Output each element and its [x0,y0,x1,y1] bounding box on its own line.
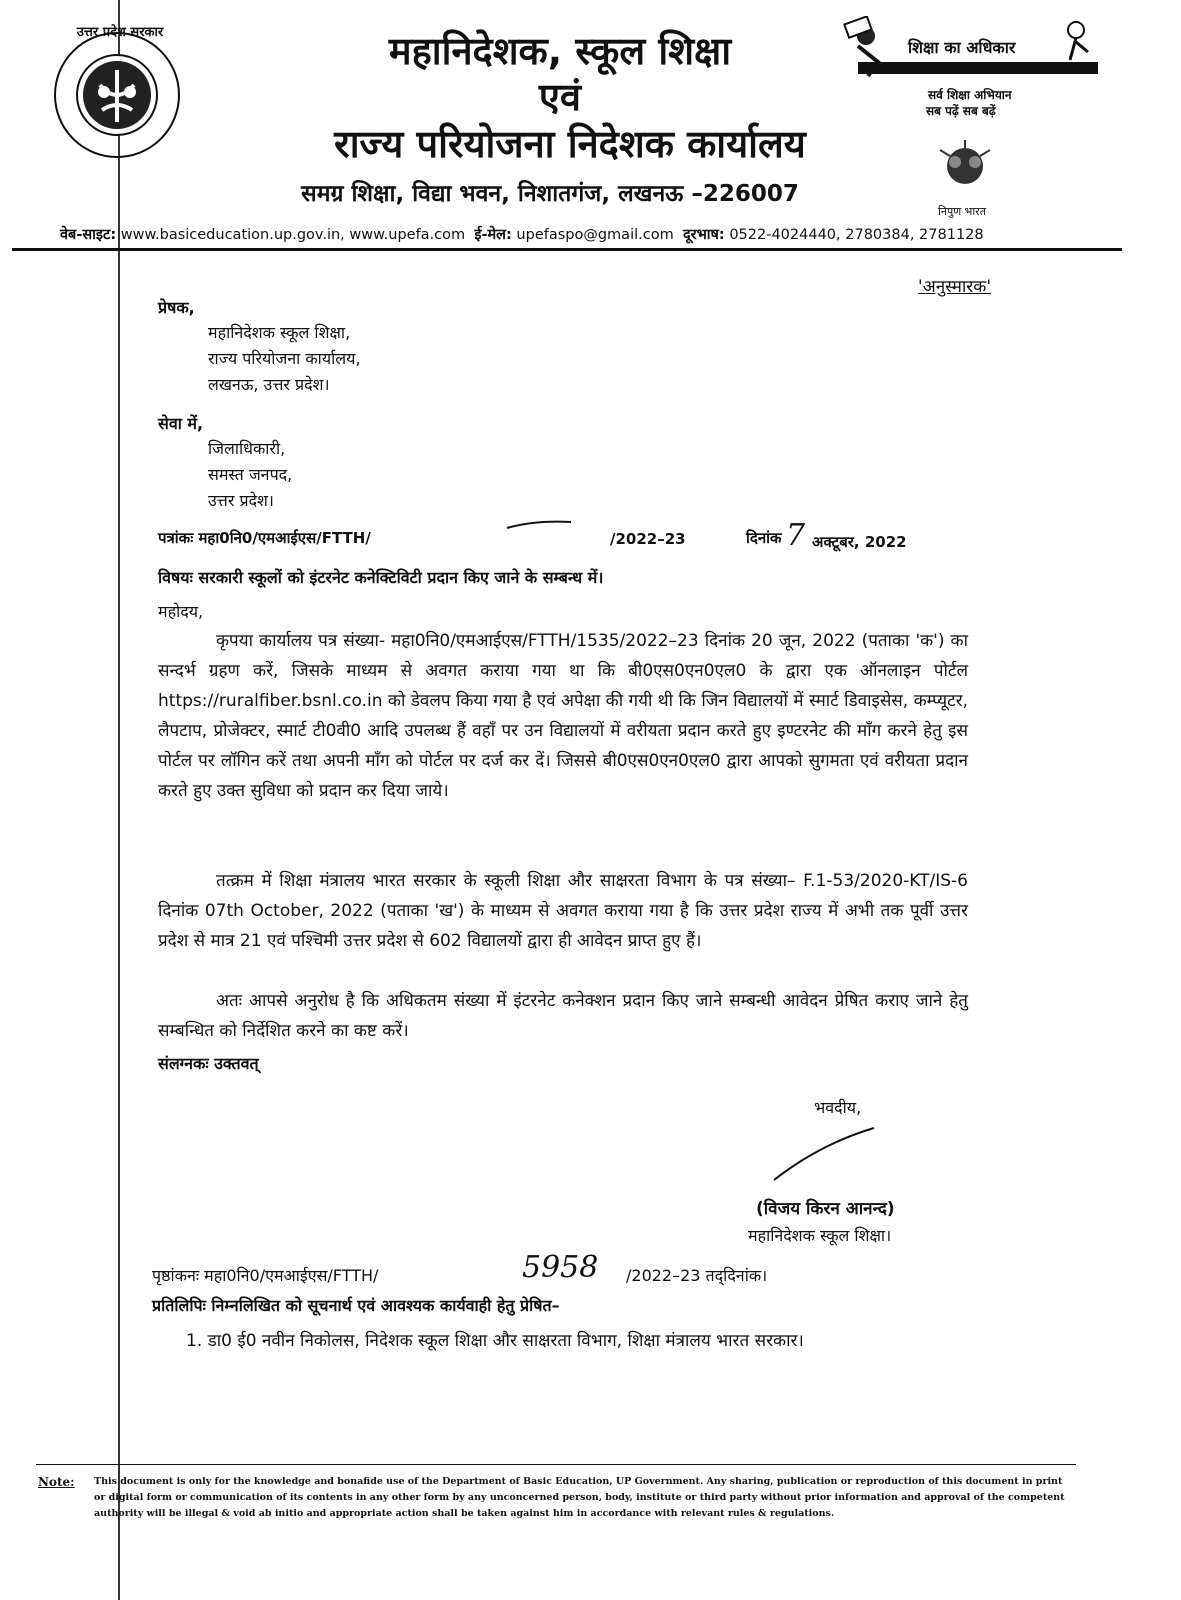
paragraph-text: अतः आपसे अनुरोध है कि अधिकतम संख्या में इंटरनेट कनेक्शन प्रदान किए जाने सम्बन्धी आवेदन प्रेषित कराए जाने हेतु सम्बन्धित को निर्देशित करने का कष्ट करें। [158,991,968,1041]
nipun-bharat-label: निपुण भारत [938,205,987,218]
phone-label: दूरभाष: [682,227,725,243]
endorsement-prefix: पृष्ठांकनः महा0नि0/एमआईएस/FTTH/ [152,1266,379,1285]
closing: भवदीय, [814,1098,862,1117]
endorsement-suffix: /2022–23 तद्‌दिनांक। [626,1266,768,1285]
nipun-bharat-icon [930,136,1000,196]
reference-year: /2022–23 [610,530,686,548]
header-address: समग्र शिक्षा, विद्या भवन, निशातगंज, लखनऊ –226007 [301,181,799,207]
paragraph-text: तत्क्रम में शिक्षा मंत्रालय भारत सरकार के स्कूली शिक्षा और साक्षरता विभाग के पत्र संख्या– F.1-53/2020-KT/IS-6 दिनांक 07th October, 2022 (पताका 'ख') के माध्यम से अवगत कराया गया है कि उत्तर प्रदेश राज्य में अभी तक पूर्वी उत्तर प्रदेश से मात्र 21 एवं पश्चिमी उत्तर प्रदेश से 602 विद्यालयों द्वारा ही आवेदन प्राप्त हुए हैं। [158,871,968,951]
up-government-emblem [52,30,182,160]
body-paragraph-1 [158,626,968,806]
endorsement-handwritten-number: 5958 [522,1250,599,1285]
sender-line: राज्य परियोजना कार्यालय, [208,349,361,368]
footer-divider [36,1464,1076,1465]
rte-logo-title: शिक्षा का अधिकार [908,38,1016,57]
header-title-line2: एवं [538,75,582,119]
date-label: दिनांक [746,529,782,547]
header-title-line1: महानिदेशक, स्कूल शिक्षा [388,29,732,73]
header-divider [12,248,1122,251]
date-handwritten-day: 7 [786,518,806,553]
sender-line: महानिदेशक स्कूल शिक्षा, [208,323,351,342]
note-text: This document is only for the knowledge and bonafide use of the Department of Basic Education, UP Government. Any sharing, publication or reproduction of this document in print or digital form or communication of its contents in any other form by any unconcerned person, body, institute or third party without prior information and approval of the competent authority will be illegal & void ab initio and appropriate action shall be taken against him in accordance with relevant rules & regulations. [94,1476,1065,1519]
date-value: अक्टूबर, 2022 [812,533,907,551]
signature-stroke [770,1124,880,1184]
emblem-text: उत्तर प्रदेश सरकार [76,25,164,40]
header-title-line3: राज्य परियोजना निदेशक कार्यालय [334,122,806,166]
copy-item: 1. डा0 ई0 नवीन निकोलस, निदेशक स्कूल शिक्षा और साक्षरता विभाग, शिक्षा मंत्रालय भारत सरकार। [186,1331,804,1351]
reminder-tag: 'अनुस्मारक' [918,277,991,297]
signatory-designation: महानिदेशक स्कूल शिक्षा। [748,1226,892,1245]
reference-blank-stroke [505,518,575,530]
email-label: ई-मेल: [474,227,512,243]
email-value: upefaspo@gmail.com [516,227,674,243]
nipun-bharat-logo [930,136,1000,196]
phone-value: 0522-4024440, 2780384, 2781128 [729,227,984,243]
sender-label: प्रेषक, [158,298,195,317]
body-paragraph-2 [158,866,968,956]
recipient-block [208,436,292,514]
recipient-line: उत्तर प्रदेश। [208,491,274,510]
ssa-text: सर्व शिक्षा अभियान [928,88,1012,102]
website-label: वेब-साइट: [60,227,117,243]
sender-line: लखनऊ, उत्तर प्रदेश। [208,375,330,394]
enclosure-line: संलग्नकः उक्तवत् [158,1054,259,1073]
note-label: Note: [38,1475,75,1489]
reference-number: पत्रांकः महा0नि0/एमआईएस/FTTH/ [158,529,371,547]
signatory-name: (विजय किरन आनन्द) [756,1199,895,1219]
salutation: महोदय, [158,602,204,621]
emblem-icon [52,30,182,160]
recipient-line: समस्त जनपद, [208,465,293,484]
recipient-line: जिलाधिकारी, [208,439,286,458]
contact-strip [60,224,984,244]
website-value: www.basiceducation.up.gov.in, www.upefa.com [120,227,466,243]
paragraph-text: कृपया कार्यालय पत्र संख्या- महा0नि0/एमआईएस/FTTH/1535/2022–23 दिनांक 20 जून, 2022 (पताका 'क') का सन्दर्भ ग्रहण करें, जिसके माध्यम से अवगत कराया गया था कि बी0एस0एन0एल0 के द्वारा एक ऑनलाइन पोर्टल https://ruralfiber.bsnl.co.in को डेवलप किया गया है एवं अपेक्षा की गयी थी कि जिन विद्यालयों में स्मार्ट डिवाइसेस, कम्प्यूटर, लैपटाप, प्रोजेक्टर, स्मार्ट टी0वी0 आदि उपलब्ध हैं वहाँ पर उन विद्यालयों में वरीयता प्रदान करते हुए इण्टरनेट की माँग करने हेतु इस पोर्टल पर लॉगिन करें तथा अपनी माँग को पोर्टल पर दर्ज कर दें। जिससे बी0एस0एन0एल0 द्वारा आपको सुगमता एवं वरीयता प्रदान करते हुए उक्त सुविधा को प्रदान कर दिया जाये। [158,631,968,801]
sender-block [208,320,360,398]
body-paragraph-3 [158,986,968,1046]
footer-note [38,1474,1068,1522]
recipient-label: सेवा में, [158,414,204,433]
ssa-slogan: सब पढ़ें सब बढ़ें [926,104,996,118]
copy-heading: प्रतिलिपिः निम्नलिखित को सूचनार्थ एवं आवश्यक कार्यवाही हेतु प्रेषित– [152,1296,560,1315]
subject-line: विषयः सरकारी स्कूलों को इंटरनेट कनेक्टिविटी प्रदान किए जाने के सम्बन्ध में। [158,568,604,587]
